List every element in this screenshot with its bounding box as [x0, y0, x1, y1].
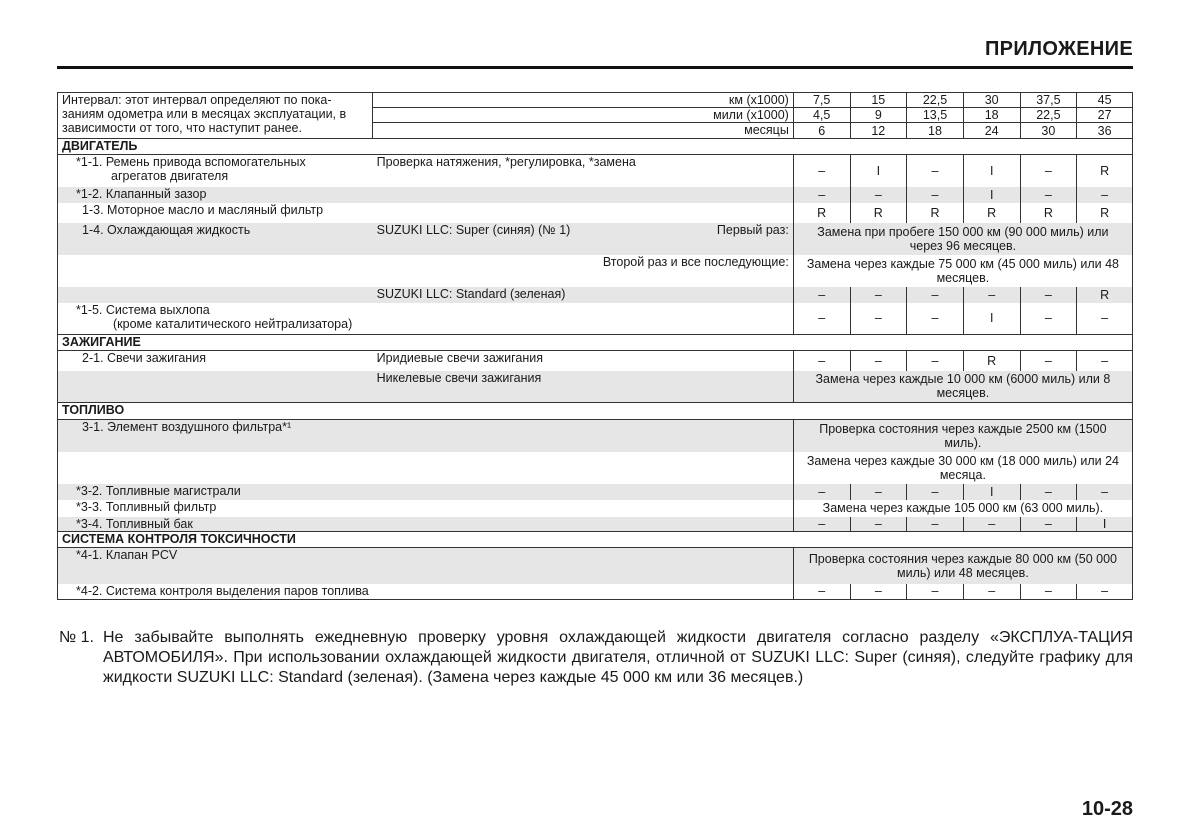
item-fuel-tank: *3-4. Топливный бак [58, 517, 373, 532]
cell-evap-1: – [793, 584, 850, 600]
maintenance-table [57, 92, 1133, 600]
interval-km-4: 30 [963, 93, 1020, 108]
interval-km-2: 15 [850, 93, 907, 108]
cell-belt-5: – [1020, 155, 1077, 187]
item-drive-belt-line1: *1-1. Ремень привода вспомогательных [76, 155, 306, 169]
cell-fuel-tank-1: – [793, 517, 850, 532]
cell-exhaust-4: I [963, 303, 1020, 335]
interval-km-1: 7,5 [793, 93, 850, 108]
interval-label-months: месяцы [373, 123, 794, 139]
cell-oil-6: R [1077, 203, 1133, 223]
item-air-filter: 3-1. Элемент воздушного фильтра*¹ [58, 420, 373, 452]
item-pcv-valve: *4-1. Клапан PCV [58, 548, 373, 584]
cell-valve-6: – [1077, 187, 1133, 203]
cell-plugs-4: R [963, 351, 1020, 371]
item-coolant: 1-4. Охлаждающая жидкость [58, 223, 373, 255]
cell-exhaust-6: – [1077, 303, 1133, 335]
air-filter-replace-text: Замена через каждые 30 000 км (18 000 миль) или 24 месяца. [793, 452, 1132, 484]
nickel-plugs-text: Замена через каждые 10 000 км (6000 миль) или 8 месяцев. [793, 371, 1132, 403]
cell-valve-4: I [963, 187, 1020, 203]
cell-valve-1: – [793, 187, 850, 203]
interval-months-4: 24 [963, 123, 1020, 139]
item-evap-system: *4-2. Система контроля выделения паров топлива [76, 583, 369, 598]
page-number: 10-28 [1081, 798, 1133, 820]
cell-belt-2: I [850, 155, 907, 187]
cell-evap-5: – [1020, 584, 1077, 600]
item-exhaust-line1: *1-5. Система выхлопа [76, 302, 210, 317]
fuel-filter-text: Замена через каждые 105 000 км (63 000 миль). [793, 500, 1132, 517]
cell-valve-2: – [850, 187, 907, 203]
cell-fuel-lines-6: – [1077, 484, 1133, 500]
cell-fuel-tank-4: – [963, 517, 1020, 532]
interval-months-5: 30 [1020, 123, 1077, 139]
cell-fuel-lines-4: I [963, 484, 1020, 500]
cell-exhaust-2: – [850, 303, 907, 335]
coolant-first-time-label: Первый раз: [716, 222, 789, 237]
desc-coolant-standard: SUZUKI LLC: Standard (зеленая) [373, 287, 794, 303]
cell-coolant-std-1: – [793, 287, 850, 303]
cell-oil-4: R [963, 203, 1020, 223]
item-exhaust [58, 303, 373, 335]
desc-drive-belt: Проверка натяжения, *регулировка, *замена [376, 155, 636, 169]
interval-miles-2: 9 [850, 108, 907, 123]
interval-miles-1: 4,5 [793, 108, 850, 123]
cell-oil-3: R [907, 203, 964, 223]
cell-plugs-1: – [793, 351, 850, 371]
cell-belt-3: – [907, 155, 964, 187]
cell-evap-6: – [1077, 584, 1133, 600]
desc-coolant-super-label: SUZUKI LLC: Super (синяя) (№ 1) [376, 222, 571, 237]
item-engine-oil: 1-3. Моторное масло и масляный фильтр [82, 202, 324, 217]
coolant-first-time-text: Замена при пробеге 150 000 км (90 000 миль) или через 96 месяцев. [793, 223, 1132, 255]
item-fuel-lines: *3-2. Топливные магистрали [58, 484, 373, 500]
cell-coolant-std-6: R [1077, 287, 1133, 303]
cell-coolant-std-2: – [850, 287, 907, 303]
cell-plugs-5: – [1020, 351, 1077, 371]
desc-coolant-super [373, 223, 794, 255]
cell-fuel-tank-5: – [1020, 517, 1077, 532]
cell-plugs-2: – [850, 351, 907, 371]
cell-exhaust-3: – [907, 303, 964, 335]
interval-description: Интервал: этот интервал определяют по пока-заниям одометра или в месяцах эксплуатации, в зависимости от того, что наступит ранее. [58, 93, 373, 139]
footnote-text: Не забывайте выполнять ежедневную проверку уровня охлаждающей жидкости двигателя согласно разделу «ЭКСПЛУА-ТАЦИЯ АВТОМОБИЛЯ». При использовании охлаждающей жидкости двигателя, отличной от SUZUKI LLC: Super (синяя), следуйте графику для жидкости SUZUKI LLC: Standard (зеленая). (Замена через каждые 45 000 км или 36 месяцев.) [103, 629, 1133, 686]
interval-miles-5: 22,5 [1020, 108, 1077, 123]
desc-nickel-plugs: Никелевые свечи зажигания [373, 371, 794, 403]
item-drive-belt [58, 155, 373, 187]
cell-fuel-lines-2: – [850, 484, 907, 500]
cell-evap-2: – [850, 584, 907, 600]
footnote [59, 628, 1133, 688]
interval-km-6: 45 [1077, 93, 1133, 108]
item-spark-plugs: 2-1. Свечи зажигания [82, 351, 206, 365]
item-valve-clearance: *1-2. Клапанный зазор [58, 187, 373, 203]
section-title-ignition: ЗАЖИГАНИЕ [58, 335, 1133, 351]
cell-fuel-lines-3: – [907, 484, 964, 500]
cell-belt-4: I [963, 155, 1020, 187]
cell-coolant-std-3: – [907, 287, 964, 303]
footnote-number: № 1. [59, 629, 94, 646]
cell-fuel-lines-1: – [793, 484, 850, 500]
cell-plugs-3: – [907, 351, 964, 371]
interval-miles-4: 18 [963, 108, 1020, 123]
section-title-engine: ДВИГАТЕЛЬ [58, 139, 1133, 155]
cell-coolant-std-5: – [1020, 287, 1077, 303]
header-rule [57, 66, 1133, 69]
interval-months-1: 6 [793, 123, 850, 139]
cell-exhaust-1: – [793, 303, 850, 335]
interval-miles-3: 13,5 [907, 108, 964, 123]
interval-km-3: 22,5 [907, 93, 964, 108]
cell-oil-2: R [850, 203, 907, 223]
cell-plugs-6: – [1077, 351, 1133, 371]
coolant-subsequent-label: Второй раз и все последующие: [602, 254, 789, 269]
interval-months-3: 18 [907, 123, 964, 139]
item-drive-belt-line2: агрегатов двигателя [111, 169, 229, 183]
interval-months-2: 12 [850, 123, 907, 139]
section-title-emission: СИСТЕМА КОНТРОЛЯ ТОКСИЧНОСТИ [58, 532, 1133, 548]
coolant-subsequent-text: Замена через каждые 75 000 км (45 000 миль) или 48 месяцев. [793, 255, 1132, 287]
cell-belt-6: R [1077, 155, 1133, 187]
cell-fuel-tank-3: – [907, 517, 964, 532]
item-fuel-filter: *3-3. Топливный фильтр [76, 499, 217, 514]
interval-label-miles: мили (x1000) [373, 108, 794, 123]
cell-oil-1: R [793, 203, 850, 223]
section-title-fuel: ТОПЛИВО [58, 403, 1133, 420]
page-header-title: ПРИЛОЖЕНИЕ [985, 38, 1133, 60]
cell-valve-3: – [907, 187, 964, 203]
pcv-valve-text: Проверка состояния через каждые 80 000 км (50 000 миль) или 48 месяцев. [793, 548, 1132, 584]
cell-oil-5: R [1020, 203, 1077, 223]
air-filter-inspect-text: Проверка состояния через каждые 2500 км (1500 миль). [793, 420, 1132, 452]
interval-miles-6: 27 [1077, 108, 1133, 123]
item-exhaust-line2: (кроме каталитического нейтрализатора) [113, 316, 353, 331]
cell-evap-4: – [963, 584, 1020, 600]
interval-label-km: км (x1000) [373, 93, 794, 108]
interval-km-5: 37,5 [1020, 93, 1077, 108]
interval-months-6: 36 [1077, 123, 1133, 139]
cell-fuel-tank-2: – [850, 517, 907, 532]
cell-fuel-tank-6: I [1077, 517, 1133, 532]
cell-belt-1: – [793, 155, 850, 187]
cell-evap-3: – [907, 584, 964, 600]
cell-fuel-lines-5: – [1020, 484, 1077, 500]
cell-valve-5: – [1020, 187, 1077, 203]
cell-coolant-std-4: – [963, 287, 1020, 303]
cell-exhaust-5: – [1020, 303, 1077, 335]
desc-iridium-plugs: Иридиевые свечи зажигания [376, 351, 544, 365]
